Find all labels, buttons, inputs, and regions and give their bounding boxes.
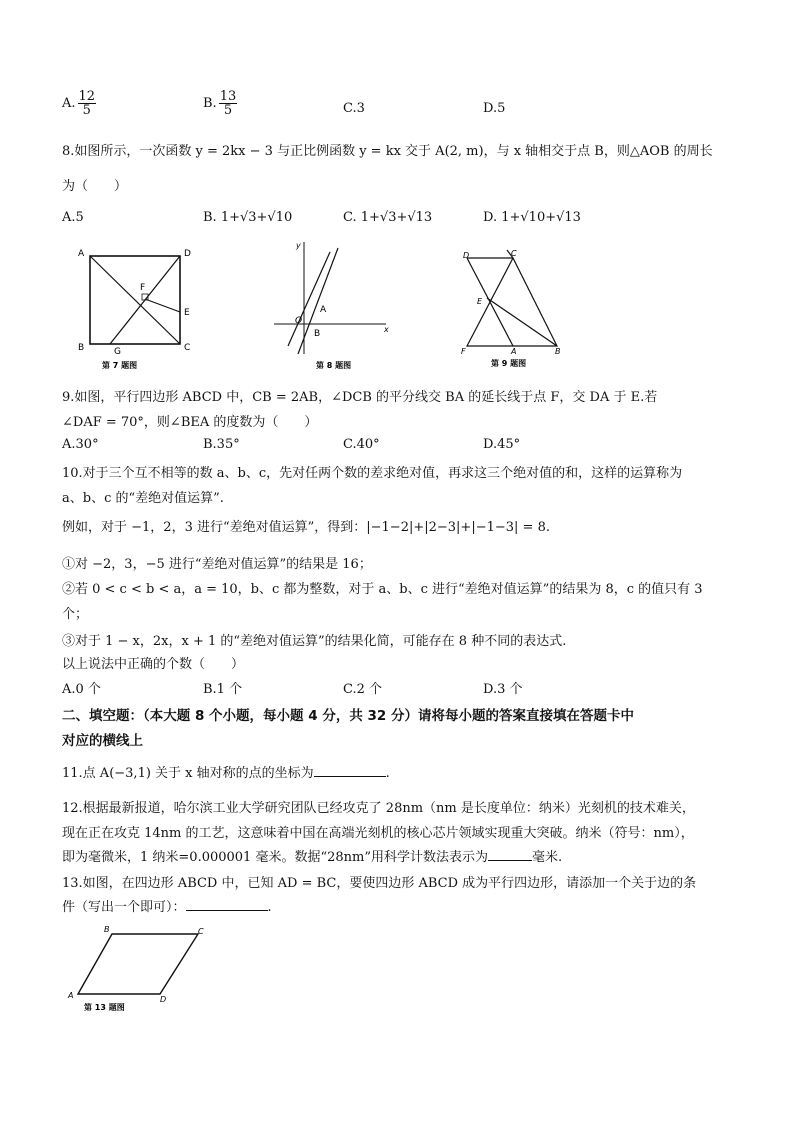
fig8-caption: 第 8 题图 <box>316 361 352 370</box>
fig13-label: B <box>104 925 110 934</box>
fig8-label: O <box>295 316 303 326</box>
q7-option-d: D.5 <box>483 101 506 116</box>
q7-option-c: C.3 <box>343 101 365 116</box>
q7-option-b: B. $\frac{13}{5}$ <box>203 89 237 118</box>
q10-example: 例如，对于 −1，2，3 进行“差绝对值运算”，得到：|−1−2|+|2−3|+|−1−3| = 8. <box>62 520 550 535</box>
fig7-label: F <box>140 283 146 293</box>
q11-answer-blank <box>314 764 386 777</box>
q8-option-b: B. 1+√3+√10 <box>203 210 293 225</box>
q9-stem-line1: 9.如图，平行四边形 ABCD 中，CB = 2AB，∠DCB 的平分线交 BA 的延长线于点 F，交 DA 于 E.若 <box>62 390 658 405</box>
q7-option-a: A. $\frac{12}{5}$ <box>62 89 96 118</box>
fig7-label: E <box>184 308 190 318</box>
fig9-label: A <box>511 347 517 356</box>
fig7-label: G <box>114 347 121 357</box>
figure-8-graph <box>268 238 398 374</box>
q10-option-a: A.0 个 <box>62 682 101 697</box>
q8-option-a: A.5 <box>62 210 84 225</box>
q10-line2: a、b、c 的“差绝对值运算”. <box>62 491 224 506</box>
fig9-label: F <box>461 347 466 356</box>
fig9-label: E <box>477 297 483 306</box>
fig13-label: D <box>160 995 167 1004</box>
fig7-label: B <box>78 343 85 353</box>
q10-line1: 10.对于三个互不相等的数 a、b、c，先对任两个数的差求绝对值，再求这三个绝对值的和，这样的运算称为 <box>62 466 683 481</box>
q12-line2: 现在正在攻克 14nm 的工艺，这意味着中国在高端光刻机的核心芯片领域实现重大突破。纳米（符号：nm）， <box>62 826 694 841</box>
q12-line1: 12.根据最新报道，哈尔滨工业大学研究团队已经攻克了 28nm（nm 是长度单位：纳米）光刻机的技术难关， <box>62 801 695 816</box>
q13-answer-blank <box>186 898 268 911</box>
figure-7-square <box>70 242 200 374</box>
q10-question: 以上说法中正确的个数（ ） <box>62 657 245 672</box>
q10-statement-3: ③对于 1 − x，2x，x + 1 的“差绝对值运算”的结果化简，可能存在 8 种不同的表达式. <box>62 634 567 649</box>
q10-option-c: C.2 个 <box>343 682 383 697</box>
q8-option-d: D. 1+√10+√13 <box>483 210 581 225</box>
q8-stem-line1: 8.如图所示，一次函数 y = 2kx − 3 与正比例函数 y = kx 交于 A(2, m)，与 x 轴相交于点 B，则△AOB 的周长 <box>62 144 713 159</box>
section-2-heading: 二、填空题：（本大题 8 个小题，每小题 4 分，共 32 分）请将每小题的答案直接填在答题卡中 <box>62 708 635 724</box>
figure-13-quadrilateral <box>64 922 214 1014</box>
fig8-label: A <box>320 305 327 315</box>
fig9-caption: 第 9 题图 <box>491 359 527 368</box>
q11-text: 11.点 A(−3,1) 关于 x 轴对称的点的坐标为 . <box>62 766 390 781</box>
fig8-label: x <box>384 325 389 334</box>
fig7-label: C <box>184 343 191 353</box>
q9-option-c: C.40° <box>343 437 380 452</box>
q10-statement-1: ①对 −2，3，−5 进行“差绝对值运算”的结果是 16； <box>62 557 372 572</box>
fig8-label: y <box>296 241 301 250</box>
q9-option-a: A.30° <box>62 437 99 452</box>
q13-line1: 13.如图，在四边形 ABCD 中，已知 AD = BC，要使四边形 ABCD 成为平行四边形，请添加一个关于边的条 <box>62 876 697 891</box>
q8-stem-line2: 为（ ） <box>62 179 128 194</box>
fig13-label: A <box>68 991 74 1000</box>
fig8-label: B <box>314 329 321 339</box>
q10-statement-2-cont: 个； <box>62 607 89 622</box>
fig7-label: A <box>78 249 85 259</box>
q12-line3: 即为毫微米，1 纳米=0.000001 毫米。数据“28nm”用科学计数法表示为 毫米. <box>62 850 563 865</box>
fig13-caption: 第 13 题图 <box>84 1003 125 1012</box>
q10-option-d: D.3 个 <box>483 682 523 697</box>
q8-option-c: C. 1+√3+√13 <box>343 210 433 225</box>
fig7-label: D <box>184 249 191 259</box>
fig9-label: C <box>511 249 517 258</box>
q10-option-b: B.1 个 <box>203 682 243 697</box>
q12-answer-blank <box>488 848 532 861</box>
q9-option-b: B.35° <box>203 437 240 452</box>
q10-statement-2: ②若 0 < c < b < a，a = 10，b、c 都为整数，对于 a、b、c 进行“差绝对值运算”的结果为 8，c 的值只有 3 <box>62 582 703 597</box>
q13-line2: 件（写出一个即可）： . <box>62 900 272 915</box>
q9-option-d: D.45° <box>483 437 521 452</box>
section-2-heading-cont: 对应的横线上 <box>62 733 143 749</box>
fig9-label: B <box>555 347 561 356</box>
fig9-label: D <box>463 251 470 260</box>
fig7-caption: 第 7 题图 <box>102 361 138 370</box>
fig13-label: C <box>198 927 204 936</box>
figure-9-parallelogram <box>455 244 575 368</box>
q9-stem-line2: ∠DAF = 70°，则∠BEA 的度数为（ ） <box>62 415 318 430</box>
